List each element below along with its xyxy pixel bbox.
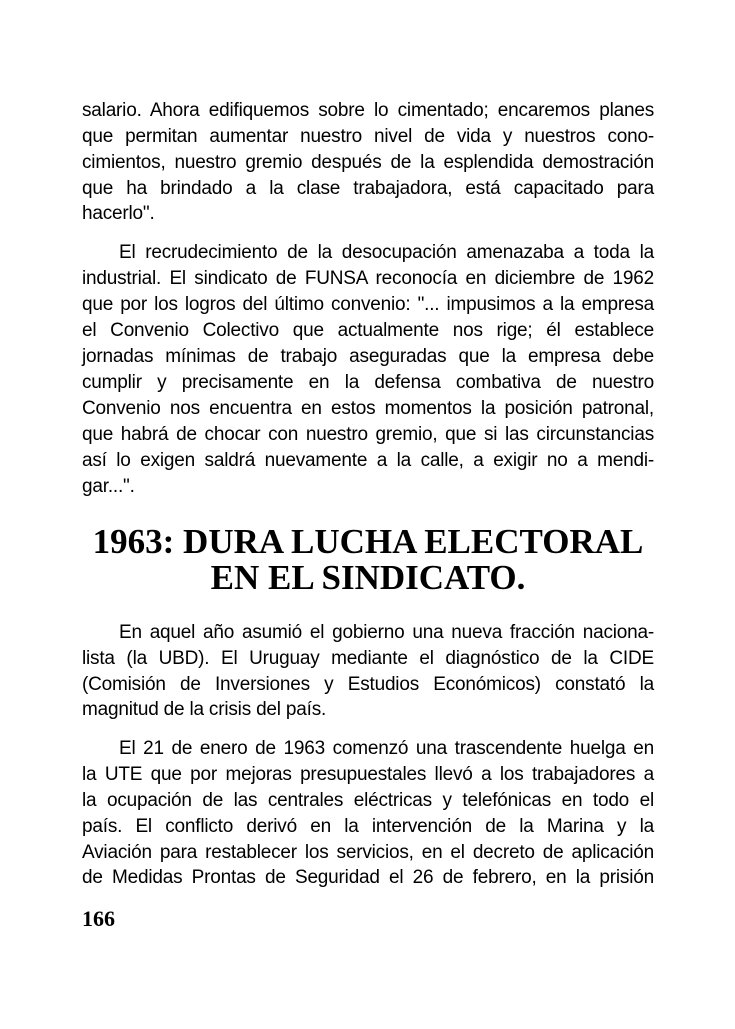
paragraph-4-line-3: la ocupación de las centrales eléctricas y telefónicas en todo el xyxy=(82,790,654,811)
paragraph-1-line-5: hacerlo". xyxy=(82,203,155,224)
paragraph-3-line-3: (Comisión de Inversiones y Estudios Económicos) constató la xyxy=(82,674,654,695)
paragraph-3-line-2: lista (la UBD). El Uruguay mediante el diagnóstico de la CIDE xyxy=(82,648,654,669)
paragraph-1-line-4: que ha brindado a la clase trabajadora, está capacitado para xyxy=(82,178,654,199)
paragraph-3-line-1: En aquel año asumió el gobierno una nueva fracción naciona- xyxy=(119,622,654,643)
paragraph-2-line-10: gar...". xyxy=(82,476,135,497)
section-heading-line-2: EN EL SINDICATO. xyxy=(210,558,526,597)
paragraph-2-line-4: el Convenio Colectivo que actualmente nos rige; él establece xyxy=(82,320,654,341)
page-number: 166 xyxy=(82,906,115,931)
paragraph-4-line-2: la UTE que por mejoras presupuestales llevó a los trabajadores a xyxy=(82,764,654,785)
paragraph-2-line-8: que habrá de chocar con nuestro gremio, que si las circunstancias xyxy=(82,424,654,445)
paragraph-2-line-6: cumplir y precisamente en la defensa combativa de nuestro xyxy=(82,372,654,393)
paragraph-3-line-4: magnitud de la crisis del país. xyxy=(82,699,327,720)
paragraph-2-line-9: así lo exigen saldrá nuevamente a la calle, a exigir no a mendi- xyxy=(82,450,654,471)
paragraph-1-line-2: que permitan aumentar nuestro nivel de vida y nuestros cono- xyxy=(82,126,654,147)
paragraph-2-line-2: industrial. El sindicato de FUNSA reconocía en diciembre de 1962 xyxy=(82,268,654,289)
section-heading-line-1: 1963: DURA LUCHA ELECTORAL xyxy=(92,522,644,561)
paragraph-2-line-3: que por los logros del último convenio: "... impusimos a la empresa xyxy=(82,294,654,315)
paragraph-1-line-1: salario. Ahora edifiquemos sobre lo cimentado; encaremos planes xyxy=(82,100,654,121)
paragraph-2-line-1: El recrudecimiento de la desocupación amenazaba a toda la xyxy=(119,242,654,263)
paragraph-1-line-3: cimientos, nuestro gremio después de la esplendida demostración xyxy=(82,152,654,173)
paragraph-4-line-6: de Medidas Prontas de Seguridad el 26 de febrero, en la prisión xyxy=(82,867,654,888)
paragraph-4-line-4: país. El conflicto derivó en la intervención de la Marina y la xyxy=(82,816,654,837)
paragraph-4-line-1: El 21 de enero de 1963 comenzó una trascendente huelga en xyxy=(119,738,654,759)
paragraph-2-line-7: Convenio nos encuentra en estos momentos la posición patronal, xyxy=(82,398,654,419)
paragraph-2-line-5: jornadas mínimas de trabajo aseguradas que la empresa debe xyxy=(82,346,654,367)
paragraph-4-line-5: Aviación para restablecer los servicios, en el decreto de aplicación xyxy=(82,842,654,863)
